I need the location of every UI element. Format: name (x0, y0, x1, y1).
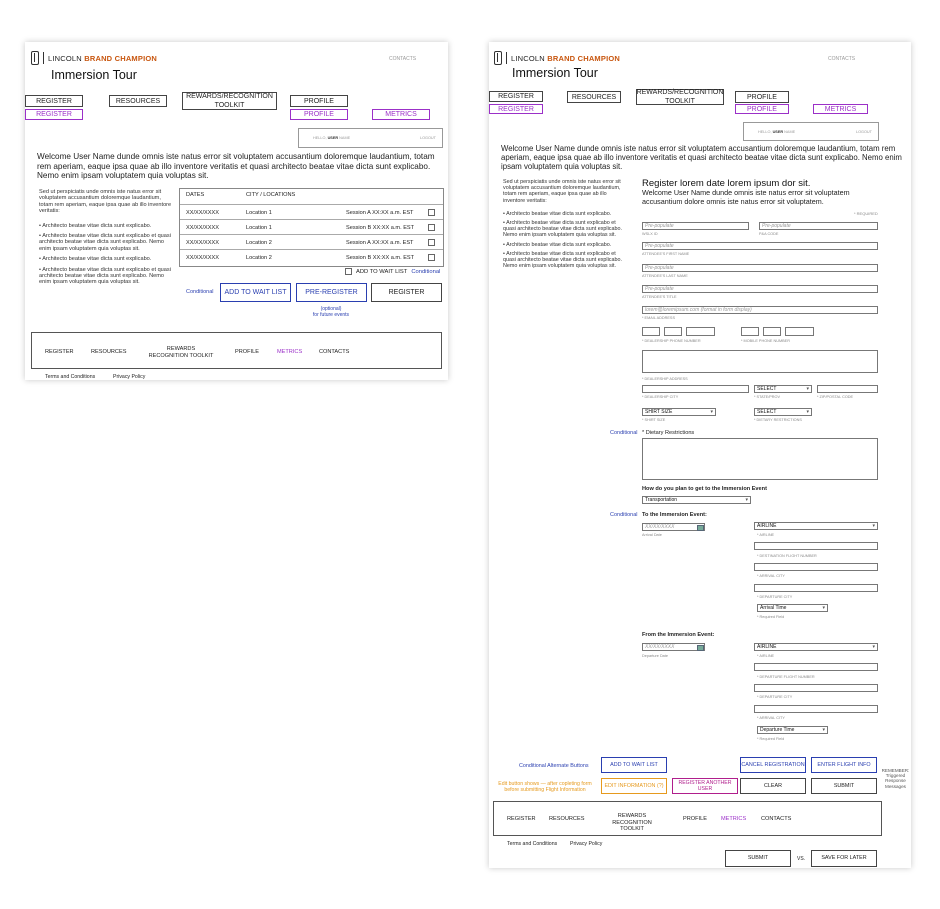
nav-rewards-toolkit[interactable]: REWARDS/RECOGNITION TOOLKIT (182, 92, 277, 110)
privacy-link[interactable]: Privacy Policy (113, 374, 146, 380)
user-bar (298, 128, 443, 148)
waitlist-checkbox[interactable] (345, 268, 352, 275)
zip-label: * ZIP/POSTAL CODE (817, 395, 854, 399)
from-event-heading: From the Immersion Event: (642, 632, 715, 638)
conditional-label: Conditional (610, 430, 638, 436)
departure-date-label: Departure Date (642, 654, 668, 658)
first-name-label: ATTENDEE'S FIRST NAME (642, 252, 690, 256)
dealer-phone-3[interactable] (686, 327, 715, 336)
table-row[interactable]: XX/XX/XXXX Location 1 Session B XX:XX a.m. EST (180, 219, 443, 235)
pre-register-button[interactable]: PRE-REGISTER (296, 283, 367, 302)
brand-champion: BRAND CHAMPION (84, 53, 158, 63)
nav-profile-active[interactable]: PROFILE (290, 109, 348, 120)
hello-user: HELLO, USER NAME (313, 136, 351, 140)
sidebar-bullet: • Architecto beatae vitae dicta sunt explicabo. (39, 256, 152, 263)
departure-date-field[interactable]: XX/XX/XXXX (642, 643, 705, 651)
calendar-icon[interactable] (697, 645, 704, 651)
email-label: * EMAIL ADDRESS (642, 316, 675, 320)
email-field[interactable]: lorem@loremipsum.com (format in form display) (642, 306, 878, 314)
sessions-table (179, 188, 444, 267)
terms-link[interactable]: Terms and Conditions (507, 841, 558, 847)
clear-button[interactable]: CLEAR (740, 778, 806, 794)
dealer-phone-label: * DEALERSHIP PHONE NUMBER (642, 339, 701, 343)
required-field-note: * Required Field (757, 737, 785, 741)
session-checkbox[interactable] (428, 239, 435, 246)
register-button[interactable]: REGISTER (371, 283, 442, 302)
table-row[interactable]: XX/XX/XXXX Location 1 Session A XX:XX a.m. EST (180, 204, 443, 220)
dep-flight-label: * DEPARTURE FLIGHT NUMBER (757, 675, 815, 679)
edit-information-button[interactable]: EDIT INFORMATION (?) (601, 778, 667, 794)
state-select[interactable]: SELECT ▾ (754, 385, 812, 393)
footer-metrics[interactable]: METRICS (721, 816, 747, 822)
left-page-panel (25, 42, 448, 380)
waitlist-check[interactable]: ADD TO WAIT LIST Conditional (345, 268, 440, 275)
nav-rewards-toolkit[interactable]: REWARDS/RECOGNITION TOOLKIT (636, 89, 724, 105)
sidebar-text: Sed ut perspiciatis unde omnis iste natus error sit voluptatem accusantium doloremque laudantium, totam rem aperiam, eaque ipsa quae ab illo inventore veritatis: • Architecto beatae vitae dicta sunt explicabo. • Architecto beatae vitae dicta sunt explicabo et quasi architecto beatae vitae dicta sunt explicabo. Nemo enim ipsam voluptatem quia voluptas sit. • Architecto beatae vitae dicta sunt explicabo. • Architecto beatae vitae dicta sunt explicabo et quasi architecto beatae vitae dicta sunt explicabo. Nemo enim ipsam voluptatem quia voluptas sit. (503, 179, 622, 270)
lincoln-star-icon (31, 51, 39, 65)
table-row[interactable]: XX/XX/XXXX Location 2 Session B XX:XX a.m. EST (180, 249, 443, 265)
save-for-later-button[interactable]: SAVE FOR LATER (811, 850, 877, 867)
dietary-question: * Dietary Restrictions (642, 430, 695, 436)
departure-flight-field[interactable] (754, 663, 878, 671)
brand-logo (31, 51, 157, 65)
departure-city-label: * DEPARTURE CITY (757, 695, 793, 699)
sidebar-text (39, 189, 173, 286)
arrival-date-field[interactable]: XX/XX/XXXX (642, 523, 705, 531)
footer-metrics[interactable]: METRICS (277, 349, 303, 355)
welcome-text: Welcome User Name dunde omnis iste natus error sit voluptatem accusantium doloremque laudantium, totam rem aperiam, eaque ipsa quae ab illo inventore veritatis et quasi architecto beatae vitae dicta sunt explicabo. Nemo enim ipsam voluptatem quia voluptas sit. (37, 152, 435, 180)
airline-label: * AIRLINE (757, 654, 775, 658)
terms-link[interactable]: Terms and Conditions (45, 374, 96, 380)
arrival-city-label: * ARRIVAL CITY (757, 574, 785, 578)
destination-flight-field[interactable] (754, 542, 878, 550)
sidebar-bullet: • Architecto beatae vitae dicta sunt explicabo et quasi architecto beatae vitae dicta sunt explicabo. Nemo enim ipsam voluptatem quia voluptas sit. (39, 266, 171, 286)
sidebar-bullet: • Architecto beatae vitae dicta sunt explicabo et quasi architecto beatae vitae dicta sunt explicabo. Nemo enim ipsam voluptatem quia voluptas sit. (39, 233, 171, 252)
footer-register[interactable]: REGISTER (45, 349, 74, 355)
add-wait-list-button[interactable]: ADD TO WAIT LIST (220, 283, 291, 302)
footer-register[interactable]: REGISTER (507, 816, 536, 822)
edit-button-note: Edit button shows — after copleting form before submitting Flight Information (498, 781, 592, 793)
footer-nav (493, 801, 882, 836)
mobile-phone-3[interactable] (785, 327, 814, 336)
footer-nav (31, 332, 442, 369)
sidebar-intro: Sed ut perspiciatis unde omnis iste natus error sit voluptatem accusantium doloremque laudantium, totam rem aperiam, eaque ipsa quae ab illo inventore veritatis: (39, 189, 172, 215)
airline-label: * AIRLINE (757, 533, 775, 537)
nav-profile[interactable]: PROFILE (735, 91, 789, 103)
optional-note: (optional) for future events (312, 306, 350, 318)
table-row[interactable]: XX/XX/XXXX Location 2 Session A XX:XX a.m. EST (180, 234, 443, 250)
vs-label: VS. (797, 856, 806, 862)
footer-rewards[interactable]: REWARDS RECOGNITION TOOLKIT (148, 346, 214, 359)
arrival-city-label: * ARRIVAL CITY (757, 716, 785, 720)
user-bar (743, 122, 879, 141)
transportation-select[interactable]: Transportation ▾ (642, 496, 751, 504)
dealer-phone-2[interactable] (664, 327, 682, 336)
col-city: CITY / LOCATIONS (246, 192, 296, 198)
footer-profile[interactable]: PROFILE (683, 816, 707, 822)
nav-register[interactable]: REGISTER (25, 95, 83, 107)
footer-profile[interactable]: PROFILE (235, 349, 259, 355)
airline-select-return[interactable]: AIRLINE ▾ (754, 643, 878, 651)
transport-question: How do you plan to get to the Immersion Event (642, 486, 767, 492)
conditional-label: Conditional (610, 512, 638, 518)
dietary-select[interactable]: SELECT ▾ (754, 408, 812, 416)
mobile-phone-label: * MOBILE PHONE NUMBER (741, 339, 790, 343)
cancel-registration-button[interactable]: CANCEL REGISTRATION (740, 757, 806, 773)
title-label: ATTENDEE'S TITLE (642, 295, 677, 299)
footer-resources[interactable]: RESOURCES (549, 816, 585, 822)
col-dates: DATES (186, 192, 205, 198)
privacy-link[interactable]: Privacy Policy (570, 841, 603, 847)
arrival-date-label: Arrival Date (642, 533, 662, 537)
form-subheading: Welcome User Name dunde omnis iste natus error sit voluptatem accusantium dolore omnis iste natus error sit voluptatem. (642, 188, 850, 206)
dealer-city-label: * DEALERSHIP CITY (642, 395, 679, 399)
remember-note: REMEMBER: Triggered Response Messages (881, 768, 910, 789)
logout-link[interactable]: LOGOUT (419, 136, 436, 140)
wslx-label: WSLX ID (642, 232, 658, 236)
wslx-id-field[interactable]: Pre-populate (642, 222, 749, 230)
welcome-text: Welcome User Name dunde omnis iste natus error sit voluptatem accusantium doloremque laudantium, totam rem aperiam, eaque ipsa quae ab illo inventore veritatis et quasi architecto beatae vitae dicta sunt explicabo. Nemo enim ipsam voluptatem quia voluptas sit. (501, 144, 902, 171)
mobile-phone-1[interactable] (741, 327, 759, 336)
arrival-time-select[interactable]: Arrival Time ▾ (757, 604, 828, 612)
airline-select[interactable]: AIRLINE ▾ (754, 522, 878, 530)
hello-user: HELLO, USER NAME (758, 130, 796, 134)
nav-profile-active[interactable]: PROFILE (735, 104, 789, 114)
dealer-phone-1[interactable] (642, 327, 660, 336)
to-event-heading: To the Immersion Event: (642, 512, 707, 518)
conditional-alt-label: Conditional Alternate Buttons (519, 763, 589, 769)
session-checkbox[interactable] (428, 209, 435, 216)
conditional-label: Conditional (186, 289, 214, 295)
add-wait-list-button[interactable]: ADD TO WAIT LIST (601, 757, 667, 773)
contacts-link[interactable]: CONTACTS (389, 56, 417, 62)
lincoln-star-icon (494, 51, 502, 65)
submit-button[interactable]: SUBMIT (811, 778, 877, 794)
page-title: Immersion Tour (512, 66, 598, 80)
nav-resources[interactable]: RESOURCES (567, 91, 621, 103)
title-field[interactable]: Pre-populate (642, 285, 878, 293)
departure-time-select[interactable]: Departure Time ▾ (757, 726, 828, 734)
shirt-size-select[interactable]: SHIRT SIZE ▾ (642, 408, 716, 416)
right-page-panel (489, 42, 911, 868)
nav-metrics[interactable]: METRICS (813, 104, 868, 114)
dealer-address-field[interactable] (642, 350, 878, 373)
calendar-icon[interactable] (697, 525, 704, 531)
submit-final-button[interactable]: SUBMIT (725, 850, 791, 867)
session-checkbox[interactable] (428, 224, 435, 231)
departure-city-field[interactable] (754, 584, 878, 592)
state-label: * STATE/PROV (754, 395, 781, 399)
dietary-label: * DIETARY RESTRICTIONS (754, 418, 802, 422)
logout-link[interactable]: LOGOUT (855, 130, 872, 134)
zip-field[interactable] (817, 385, 878, 393)
shirt-size-label: * SHIRT SIZE (642, 418, 666, 422)
nav-register-active[interactable]: REGISTER (25, 109, 83, 120)
footer-rewards[interactable]: REWARDS RECOGNITION TOOLKIT (612, 813, 652, 832)
session-checkbox[interactable] (428, 254, 435, 261)
footer-contacts[interactable]: CONTACTS (761, 816, 792, 822)
arrival-city-field[interactable] (754, 563, 878, 571)
dealer-city-field[interactable] (642, 385, 749, 393)
nav-register[interactable]: REGISTER (489, 91, 543, 102)
arrival-city-field-return[interactable] (754, 705, 878, 713)
mobile-phone-2[interactable] (763, 327, 781, 336)
nav-resources[interactable]: RESOURCES (109, 95, 167, 107)
nav-metrics[interactable]: METRICS (372, 109, 430, 120)
required-note: * REQUIRED (854, 211, 878, 216)
departure-city-label: * DEPARTURE CITY (757, 595, 793, 599)
departure-city-field-return[interactable] (754, 684, 878, 692)
last-name-field[interactable]: Pre-populate (642, 264, 878, 272)
required-field-note: * Required Field (757, 615, 785, 619)
dietary-textarea[interactable] (642, 438, 878, 480)
form-heading: Register lorem date lorem ipsum dor sit. (642, 178, 811, 189)
footer-resources[interactable]: RESOURCES (91, 349, 127, 355)
dest-flight-label: * DESTINATION FLIGHT NUMBER (757, 554, 817, 558)
last-name-label: ATTENDEE'S LAST NAME (642, 274, 688, 278)
first-name-field[interactable]: Pre-populate (642, 242, 878, 250)
register-another-user-button[interactable]: REGISTER ANOTHER USER (672, 778, 738, 794)
nav-register-active[interactable]: REGISTER (489, 104, 543, 114)
contacts-link[interactable]: CONTACTS (828, 56, 856, 62)
enter-flight-info-button[interactable]: ENTER FLIGHT INFO (811, 757, 877, 773)
brand-lincoln: LINCOLN (48, 53, 82, 63)
pa-code-field[interactable]: Pre-populate (759, 222, 878, 230)
dealer-address-label: * DEALERSHIP ADDRESS (642, 377, 688, 381)
nav-profile[interactable]: PROFILE (290, 95, 348, 107)
footer-contacts[interactable]: CONTACTS (319, 349, 350, 355)
page-title: Immersion Tour (51, 68, 137, 82)
sidebar-bullet: • Architecto beatae vitae dicta sunt explicabo. (39, 222, 152, 229)
pa-label: P&A CODE (759, 232, 779, 236)
brand-logo: LINCOLN BRAND CHAMPION (494, 51, 620, 65)
